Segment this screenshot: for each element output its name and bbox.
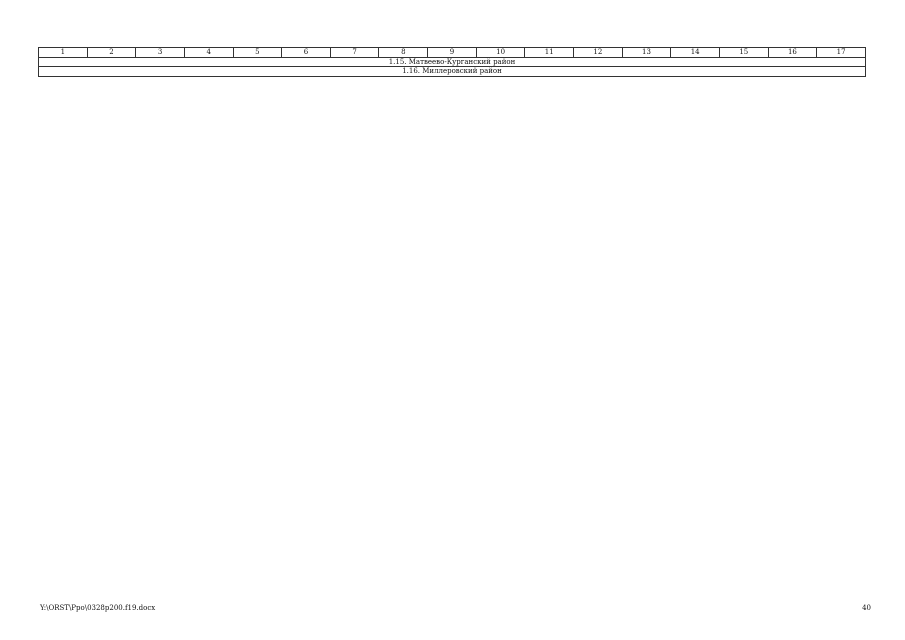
header-cell: 3 <box>136 48 185 58</box>
header-cell: 7 <box>330 48 379 58</box>
header-cell: 10 <box>476 48 525 58</box>
header-row <box>39 48 866 58</box>
header-cell: 12 <box>574 48 623 58</box>
section-title: 1.16. Миллеровский район <box>39 67 866 77</box>
page-number: 40 <box>862 604 871 612</box>
header-cell: 13 <box>622 48 671 58</box>
header-cell: 9 <box>428 48 477 58</box>
header-cell: 2 <box>87 48 136 58</box>
budget-table <box>38 47 866 77</box>
header-cell: 17 <box>817 48 866 58</box>
header-cell: 1 <box>39 48 88 58</box>
header-cell: 11 <box>525 48 574 58</box>
section-row <box>39 67 866 77</box>
section-title: 1.15. Матвеево-Курганский район <box>39 57 866 67</box>
header-cell: 8 <box>379 48 428 58</box>
header-cell: 4 <box>184 48 233 58</box>
header-cell: 14 <box>671 48 720 58</box>
file-path: Y:\ORST\Ppo\0328p200.f19.docx <box>40 604 156 612</box>
section-row <box>39 57 866 67</box>
header-cell: 5 <box>233 48 282 58</box>
header-cell: 15 <box>719 48 768 58</box>
header-cell: 6 <box>282 48 331 58</box>
header-cell: 16 <box>768 48 817 58</box>
